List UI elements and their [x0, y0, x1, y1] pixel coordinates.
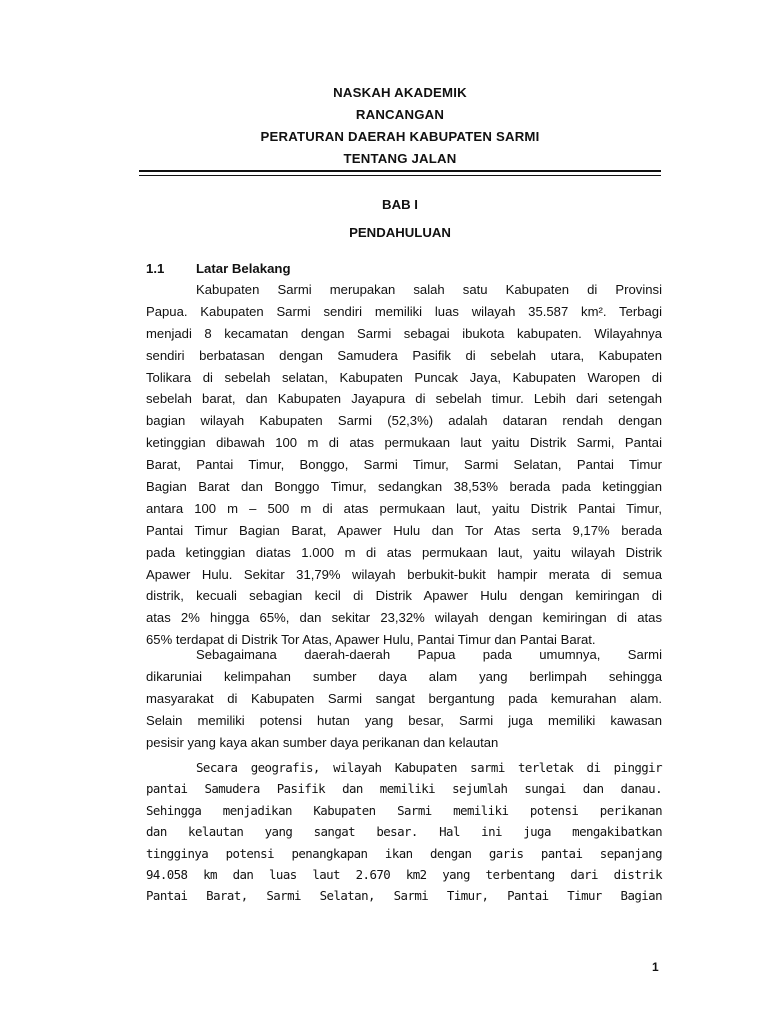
paragraph-line: antara 100 m – 500 m di atas permukaan laut, yaitu Distrik Pantai Timur, — [146, 500, 662, 516]
paragraph-line: dikaruniai kelimpahan sumber daya alam yang berlimpah sehingga — [146, 668, 662, 684]
paragraph-line: Kabupaten Sarmi merupakan salah satu Kabupaten di Provinsi — [196, 282, 662, 297]
paragraph-line: Sebagaimana daerah-daerah Papua pada umumnya, Sarmi — [196, 647, 662, 662]
chapter-heading — [0, 191, 768, 247]
paragraph-line: Pantai Barat, Sarmi Selatan, Sarmi Timur, Pantai Timur Bagian — [146, 888, 662, 904]
paragraph-line: sendiri berbatasan dengan Samudera Pasifik di sebelah utara, Kabupaten — [146, 347, 662, 363]
paragraph-line: Apawer Hulu. Sekitar 31,79% wilayah berbukit-bukit hampir merata di semua — [146, 566, 662, 582]
chapter-number: BAB I — [382, 197, 418, 212]
paragraph-line: 65% terdapat di Distrik Tor Atas, Apawer Hulu, Pantai Timur dan Pantai Barat. — [146, 632, 596, 648]
section-heading — [146, 258, 291, 280]
paragraph-line: masyarakat di Kabupaten Sarmi sangat bergantung pada kemurahan alam. — [146, 690, 662, 706]
paragraph-line: Barat, Pantai Timur, Bonggo, Sarmi Timur, Sarmi Selatan, Pantai Timur — [146, 457, 662, 473]
section-number: 1.1 — [146, 261, 165, 276]
paragraph-line: distrik, kecuali sebagian kecil di Distrik Apawer Hulu dengan kemiringan di — [146, 588, 662, 604]
paragraph-line: pantai Samudera Pasifik dan memiliki sejumlah sungai dan danau. — [146, 781, 662, 797]
paragraph-line: Selain memiliki potensi hutan yang besar, Sarmi juga memiliki kawasan — [146, 712, 662, 728]
section-title: Latar Belakang — [196, 261, 291, 276]
document-title-block — [0, 82, 768, 170]
title-divider-thin — [139, 175, 661, 176]
paragraph-2 — [146, 644, 662, 753]
paragraph-3 — [146, 757, 662, 907]
paragraph-line: bagian wilayah Kabupaten Sarmi (52,3%) adalah dataran rendah dengan — [146, 413, 662, 429]
title-line-1: NASKAH AKADEMIK — [333, 85, 467, 100]
paragraph-line: sebelah barat, dan Kabupaten Jayapura di sebelah timur. Lebih dari setengah — [146, 391, 662, 407]
title-line-4: TENTANG JALAN — [343, 151, 457, 166]
paragraph-line: ketinggian dibawah 100 m di atas permukaan laut yaitu Distrik Sarmi, Pantai — [146, 435, 662, 451]
paragraph-line: dan kelautan yang sangat besar. Hal ini juga mengakibatkan — [146, 824, 662, 840]
paragraph-line: atas 2% hingga 65%, dan sekitar 23,32% wilayah dengan kemiringan di atas — [146, 610, 662, 626]
title-line-2: RANCANGAN — [355, 107, 445, 122]
paragraph-line: Papua. Kabupaten Sarmi sendiri memiliki luas wilayah 35.587 km². Terbagi — [146, 303, 662, 319]
paragraph-line: Bagian Barat dan Bonggo Timur, sedangkan 38,53% berada pada ketinggian — [146, 479, 662, 495]
paragraph-line: 94.058 km dan luas laut 2.670 km2 yang terbentang dari distrik — [146, 866, 662, 882]
paragraph-line: pesisir yang kaya akan sumber daya perikanan dan kelautan — [146, 734, 499, 750]
paragraph-line: pada ketinggian diatas 1.000 m di atas permukaan laut, yaitu wilayah Distrik — [146, 544, 662, 560]
paragraph-line: Tolikara di sebelah selatan, Kabupaten Puncak Jaya, Kabupaten Waropen di — [146, 369, 662, 385]
paragraph-line: tingginya potensi penangkapan ikan dengan garis pantai sepanjang — [146, 845, 662, 861]
paragraph-line: Pantai Timur Bagian Barat, Apawer Hulu dan Tor Atas serta 9,17% berada — [146, 522, 662, 538]
paragraph-1 — [146, 279, 662, 651]
title-line-3: PERATURAN DAERAH KABUPATEN SARMI — [260, 129, 540, 144]
paragraph-line: Secara geografis, wilayah Kabupaten sarmi terletak di pinggir — [196, 760, 662, 775]
paragraph-line: Sehingga menjadikan Kabupaten Sarmi memiliki potensi perikanan — [146, 802, 662, 818]
page-number: 1 — [652, 960, 659, 974]
paragraph-line: menjadi 8 kecamatan dengan Sarmi sebagai ibukota kabupaten. Wilayahnya — [146, 325, 662, 341]
title-divider-thick — [139, 170, 661, 172]
chapter-title: PENDAHULUAN — [349, 225, 451, 240]
